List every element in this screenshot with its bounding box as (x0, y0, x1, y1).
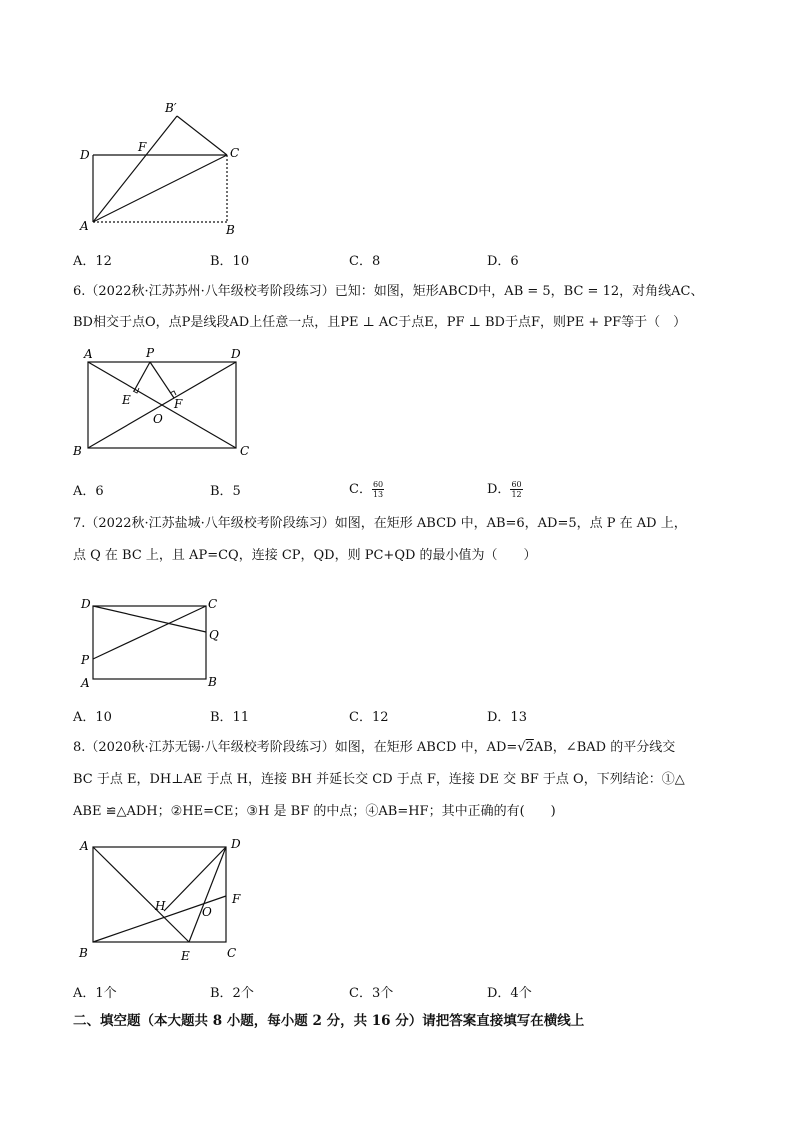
q5-option-b[interactable]: B．10 (210, 254, 250, 269)
q7-segment-DQ (93, 606, 206, 632)
q5-label-f: F (138, 140, 147, 154)
q7-segment-PC (93, 606, 206, 659)
q5-label-b: B (226, 223, 235, 237)
section-2-heading: 二、填空题（本大题共 8 小题，每小题 2 分，共 16 分）请把答案直接填写在横线上 (73, 1013, 585, 1029)
q6-label-d: D (231, 347, 241, 361)
q7-label-p: P (81, 653, 90, 667)
q8-label-h: H (155, 899, 166, 913)
q5-label-b-prime: B′ (165, 101, 177, 115)
q8-label-e: E (181, 949, 190, 963)
q8-text-line2: BC 于点 E，DH⊥AE 于点 H，连接 BH 并延长交 CD 于点 F，连接 DE 交 BF 于点 O，下列结论：①△ (73, 772, 685, 787)
q8-label-b: B (79, 946, 88, 960)
q5-options (73, 250, 673, 272)
q6-option-a[interactable]: A．6 (73, 484, 104, 499)
q5-option-c[interactable]: C．8 (349, 254, 381, 269)
q6-option-c-numerator: 60 (372, 480, 384, 489)
q8-text-line1 (73, 738, 675, 758)
q7-label-c: C (208, 597, 218, 611)
q7-option-a[interactable]: A．10 (73, 710, 112, 725)
q6-label-e: E (122, 393, 131, 407)
q6-label-a: A (84, 347, 93, 361)
q5-segment-AC (93, 155, 227, 222)
q6-segment-PE (134, 362, 150, 391)
q8-segment-DH (164, 847, 226, 911)
q7-option-c[interactable]: C．12 (349, 710, 389, 725)
q6-option-d-fraction (510, 480, 522, 499)
q8-sqrt-radicand: 2 (525, 740, 534, 755)
q6-label-o: O (153, 412, 163, 426)
q8-label-f: F (232, 892, 241, 906)
q6-option-c[interactable] (349, 478, 384, 499)
q7-rectangle (93, 606, 206, 679)
q7-option-b[interactable]: B．11 (210, 710, 250, 725)
q5-segment-B-prime-C (177, 116, 227, 155)
q8-rectangle (93, 847, 226, 942)
q7-option-d[interactable]: D．13 (487, 710, 527, 725)
q7-text-line2: 点 Q 在 BC 上，且 AP=CQ，连接 CP，QD，则 PC+QD 的最小值为（ ） (73, 548, 537, 563)
q6-label-c: C (240, 444, 250, 458)
q7-label-b: B (208, 675, 217, 689)
q6-label-p: P (146, 346, 155, 360)
q8-segment-DE (189, 847, 226, 942)
q6-option-d-numerator: 60 (511, 480, 522, 489)
q6-label-f: F (174, 397, 183, 411)
q8-label-d: D (231, 837, 241, 851)
q6-option-d-prefix: D． (487, 482, 511, 497)
q8-option-b[interactable]: B．2个 (210, 986, 254, 1001)
q6-figure (70, 343, 260, 461)
q8-label-c: C (227, 946, 237, 960)
q5-segment-AB-prime (93, 116, 177, 222)
q5-label-a: A (80, 219, 89, 233)
q8-sqrt-sign: √ (517, 740, 526, 755)
q8-label-o: O (202, 905, 212, 919)
q5-label-c: C (230, 146, 240, 160)
q8-option-c[interactable]: C．3个 (349, 986, 394, 1001)
q6-option-c-prefix: C． (349, 482, 372, 497)
q5-option-d[interactable]: D．6 (487, 254, 519, 269)
q6-option-c-denominator: 13 (372, 490, 384, 499)
q7-options (73, 706, 673, 728)
q8-options (73, 982, 673, 1004)
q6-text-line2: BD相交于点O，点P是线段AD上任意一点，且PE ⊥ AC于点E，PF ⊥ BD于点F，则PE + PF等于（ ） (73, 315, 687, 330)
q8-text-line1-post: AB，∠BAD 的平分线交 (533, 740, 676, 755)
q8-text-line3: ABE ≌△ADH；②HE=CE；③H 是 BF 的中点；④AB=HF；其中正确的有( ) (73, 804, 556, 819)
q6-label-b: B (73, 444, 82, 458)
q6-option-b[interactable]: B．5 (210, 484, 241, 499)
q6-text-line1: 6.（2022秋·江苏苏州·八年级校考阶段练习）已知：如图，矩形ABCD中，AB = 5，BC = 12，对角线AC、 (73, 284, 704, 299)
q5-figure (70, 95, 260, 240)
q6-options (73, 478, 673, 504)
q8-text-line1-pre: 8.（2020秋·江苏无锡·八年级校考阶段练习）如图，在矩形 ABCD 中，AD= (73, 740, 518, 755)
q8-option-d[interactable]: D．4个 (487, 986, 532, 1001)
q7-label-a: A (81, 676, 90, 690)
q5-option-a[interactable]: A．12 (73, 254, 112, 269)
q7-figure (70, 592, 230, 692)
q6-option-d-denominator: 12 (511, 490, 522, 499)
q6-option-d[interactable] (487, 478, 523, 499)
q7-label-q: Q (209, 628, 219, 642)
q8-option-a[interactable]: A．1个 (73, 986, 117, 1001)
q7-text-line1: 7.（2022秋·江苏盐城·八年级校考阶段练习）如图，在矩形 ABCD 中，AB=6，AD=5，点 P 在 AD 上， (73, 516, 687, 531)
q5-label-d: D (80, 148, 90, 162)
q8-figure (70, 832, 250, 964)
q8-label-a: A (80, 839, 89, 853)
q8-segment-AE (93, 847, 189, 942)
q6-option-c-fraction (372, 480, 384, 499)
q7-label-d: D (81, 597, 91, 611)
